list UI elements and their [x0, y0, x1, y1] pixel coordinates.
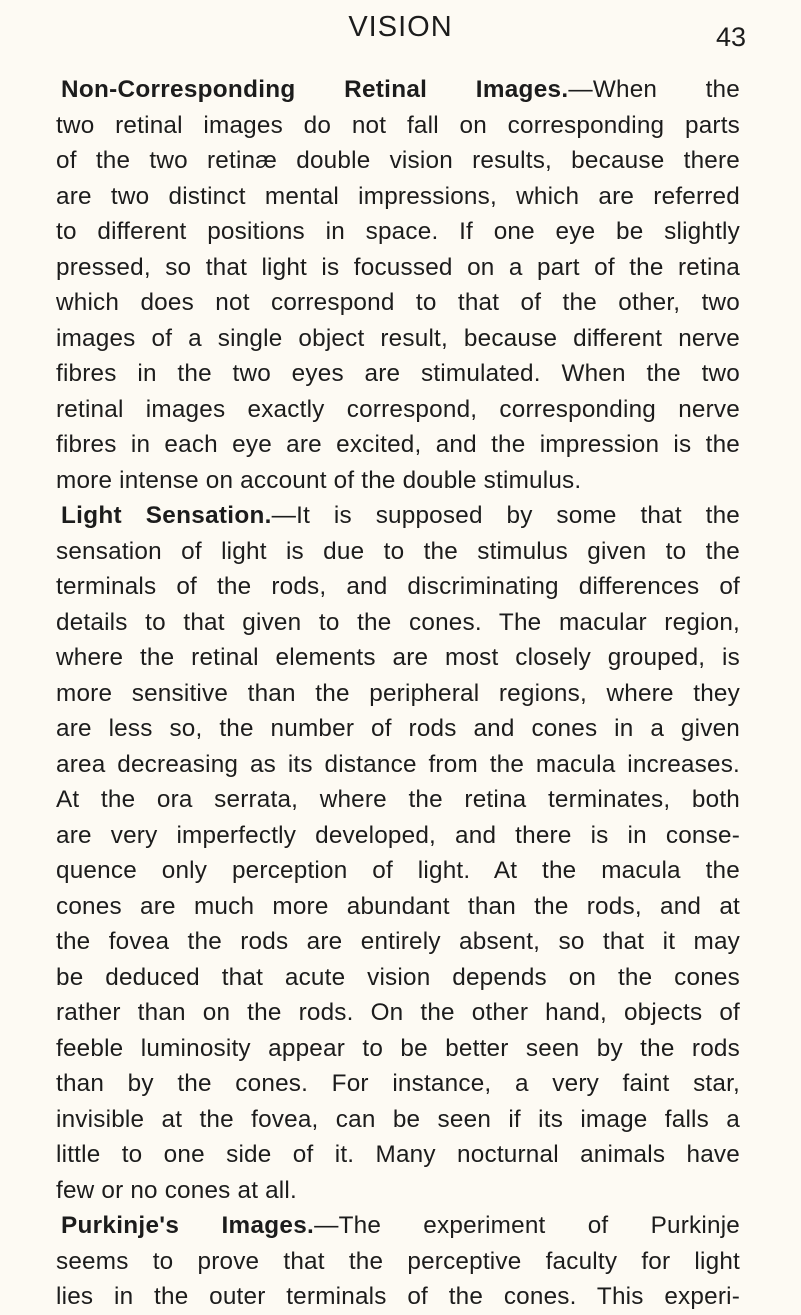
text-line: seems to prove that the perceptive faculty for light [56, 1247, 740, 1275]
text-run: —When the [568, 76, 740, 103]
section-heading: Light Sensation. [61, 502, 272, 529]
text-line: are two distinct mental impressions, which are referred [56, 182, 740, 210]
text-line: cones are much more abundant than the rods, and at [56, 892, 740, 920]
text-line: images of a single object result, because different nerve [56, 324, 740, 352]
text-run: —The experiment of Purkinje [314, 1212, 740, 1239]
text-line: rather than on the rods. On the other hand, objects of [56, 999, 740, 1026]
text-line: be deduced that acute vision depends on the cones [56, 963, 740, 991]
paragraph-purkinjes-images [56, 1208, 740, 1315]
paragraph-non-corresponding-retinal-images [56, 72, 740, 498]
text-line: pressed, so that light is focussed on a part of the retina [56, 253, 740, 281]
text-line: where the retinal elements are most closely grouped, is [56, 644, 740, 671]
text-line: few or no cones at all. [56, 1176, 297, 1204]
paragraph-light-sensation [56, 498, 740, 1208]
text-line: lies in the outer terminals of the cones. This experi- [56, 1283, 740, 1310]
text-line [56, 498, 740, 534]
text-line: feeble luminosity appear to be better seen by the rods [56, 1034, 740, 1062]
text-line: quence only perception of light. At the macula the [56, 857, 740, 884]
running-title: VISION [348, 11, 453, 43]
text-line: the fovea the rods are entirely absent, so that it may [56, 928, 740, 955]
text-line: to different positions in space. If one eye be slightly [56, 218, 740, 245]
text-line: more intense on account of the double stimulus. [56, 466, 582, 494]
text-line [56, 1208, 740, 1244]
text-line: fibres in the two eyes are stimulated. When the two [56, 360, 740, 387]
text-line: sensation of light is due to the stimulus given to the [56, 537, 740, 565]
text-line: terminals of the rods, and discriminating differences of [56, 573, 740, 600]
text-line: fibres in each eye are excited, and the impression is the [56, 431, 740, 458]
text-run: —It is supposed by some that the [271, 502, 740, 529]
body-text [56, 72, 740, 1315]
page-number: 43 [715, 22, 746, 52]
text-line: invisible at the fovea, can be seen if its image falls a [56, 1105, 740, 1133]
text-line: more sensitive than the peripheral regions, where they [56, 679, 740, 707]
text-line: than by the cones. For instance, a very faint star, [56, 1070, 740, 1097]
text-line: At the ora serrata, where the retina terminates, both [56, 786, 740, 813]
section-heading: Non-Corresponding Retinal Images. [61, 76, 569, 103]
text-line [56, 72, 740, 108]
text-line: retinal images exactly correspond, corresponding nerve [56, 395, 740, 423]
text-line: are less so, the number of rods and cones in a given [56, 715, 740, 742]
text-line: which does not correspond to that of the other, two [56, 289, 740, 316]
text-line: details to that given to the cones. The macular region, [56, 608, 740, 636]
text-line: are very imperfectly developed, and there is in conse- [56, 821, 740, 849]
text-line: two retinal images do not fall on corresponding parts [56, 111, 740, 139]
section-heading: Purkinje's Images. [61, 1212, 315, 1239]
running-head [0, 8, 801, 52]
text-line: of the two retinæ double vision results, because there [56, 147, 740, 174]
text-line: little to one side of it. Many nocturnal animals have [56, 1141, 740, 1168]
text-line: area decreasing as its distance from the macula increases. [56, 750, 740, 778]
